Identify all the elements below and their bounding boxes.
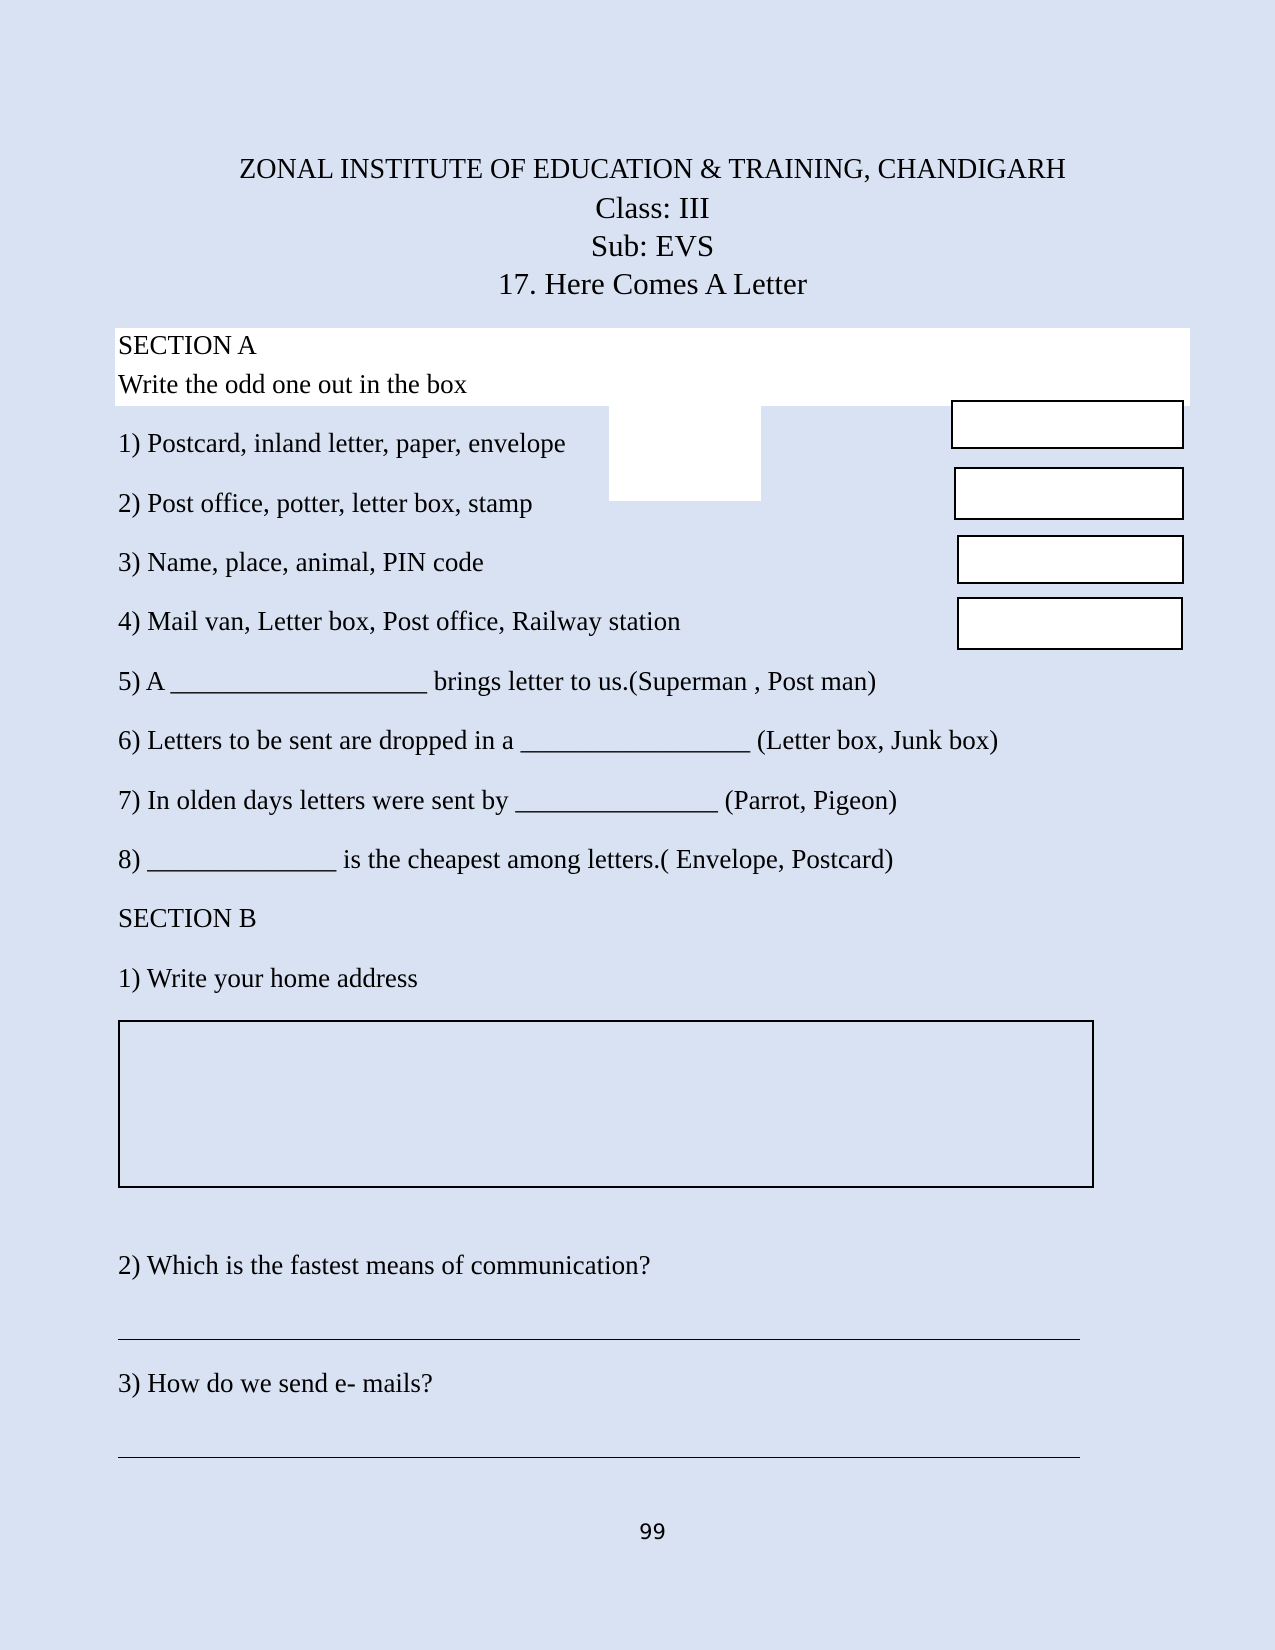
answer-box-1[interactable] xyxy=(951,400,1184,449)
fill-blank-question-5: 5) A ___________________ brings letter to us.(Superman , Post man) xyxy=(118,666,877,696)
section-b-title: SECTION B xyxy=(118,903,257,933)
fill-blank-question-6: 6) Letters to be sent are dropped in a _________________ (Letter box, Junk box) xyxy=(118,725,999,755)
answer-line-2[interactable] xyxy=(118,1339,1080,1340)
section-a-title: SECTION A xyxy=(118,330,257,360)
odd-one-out-question-3: 3) Name, place, animal, PIN code xyxy=(118,547,484,577)
section-b-question-2: 2) Which is the fastest means of communication? xyxy=(118,1250,651,1280)
fill-blank-question-7: 7) In olden days letters were sent by _______________ (Parrot, Pigeon) xyxy=(118,785,898,815)
answer-box-3[interactable] xyxy=(957,535,1184,584)
class-label: Class: III xyxy=(595,190,710,225)
page-number: 99 xyxy=(639,1520,666,1544)
chapter-title: 17. Here Comes A Letter xyxy=(497,266,808,301)
white-patch xyxy=(609,405,761,501)
section-a-instruction: Write the odd one out in the box xyxy=(118,369,468,399)
section-b-question-1: 1) Write your home address xyxy=(118,963,418,993)
answer-box-2[interactable] xyxy=(954,467,1184,520)
answer-box-4[interactable] xyxy=(957,597,1183,650)
odd-one-out-question-4: 4) Mail van, Letter box, Post office, Railway station xyxy=(118,606,681,636)
home-address-box[interactable] xyxy=(118,1020,1094,1188)
fill-blank-question-8: 8) ______________ is the cheapest among letters.( Envelope, Postcard) xyxy=(118,844,894,874)
institute-name: ZONAL INSTITUTE OF EDUCATION & TRAINING, CHANDIGARH xyxy=(239,154,1066,185)
answer-line-3[interactable] xyxy=(118,1457,1080,1458)
odd-one-out-question-1: 1) Postcard, inland letter, paper, envelope xyxy=(118,428,566,458)
section-b-question-3: 3) How do we send e- mails? xyxy=(118,1368,433,1398)
odd-one-out-question-2: 2) Post office, potter, letter box, stamp xyxy=(118,488,533,518)
subject-label: Sub: EVS xyxy=(590,228,715,263)
